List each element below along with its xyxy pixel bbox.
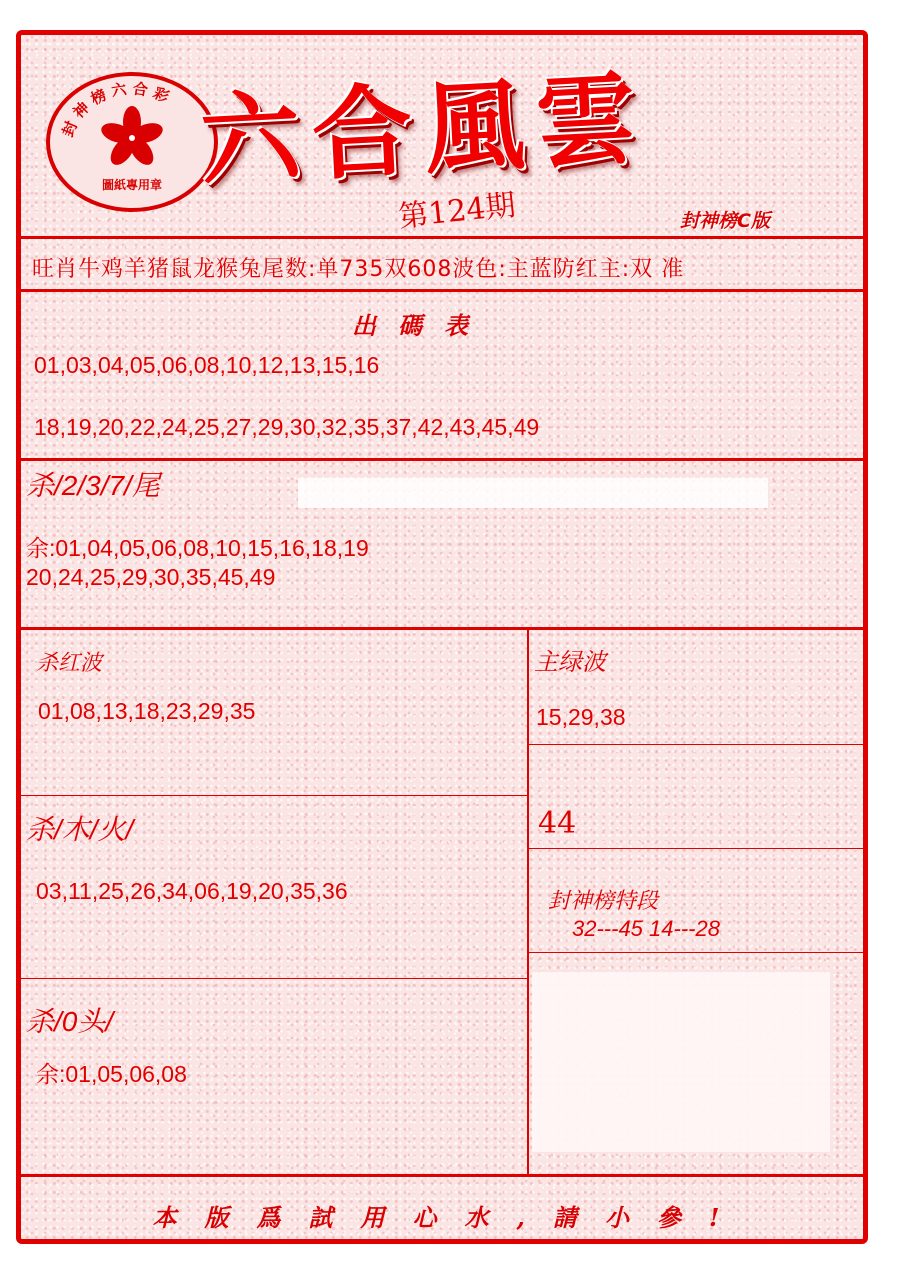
divider-right-3 xyxy=(528,952,863,953)
divider-tail xyxy=(21,627,863,630)
chart-title: 出碼表 xyxy=(352,311,490,340)
kill-tail-rest-1: 余:01,04,05,06,08,10,15,16,18,19 xyxy=(26,535,369,561)
divider-right-2 xyxy=(528,848,863,849)
kill-red-numbers: 01,08,13,18,23,29,35 xyxy=(38,698,256,724)
divider-info xyxy=(21,289,863,292)
kill-head-rest: 余:01,05,06,08 xyxy=(36,1061,187,1087)
chart-row-2: 18,19,20,22,24,25,27,29,30,32,35,37,42,43,45,49 xyxy=(34,414,540,440)
kill-red-label: 杀红波 xyxy=(36,650,103,675)
kill-tail-label: 杀/2/3/7/尾 xyxy=(26,470,160,501)
edition-label: 封神榜C版 xyxy=(680,210,770,232)
blank-box xyxy=(532,972,830,1152)
special-number: 44 xyxy=(538,806,577,841)
issue-number: 第124期 xyxy=(396,187,518,236)
divider-left-2 xyxy=(21,978,528,979)
divider-footer xyxy=(21,1174,863,1177)
blank-strip xyxy=(298,478,768,508)
main-green-label: 主绿波 xyxy=(534,649,606,676)
official-seal xyxy=(46,72,218,212)
kill-elements-numbers: 03,11,25,26,34,06,19,20,35,36 xyxy=(36,878,348,904)
divider-left-1 xyxy=(21,795,528,796)
special-segment-values: 32---45 14---28 xyxy=(572,916,720,941)
footer-note: 本版爲試用心水,請小參! xyxy=(152,1203,748,1232)
main-green-numbers: 15,29,38 xyxy=(536,704,626,730)
prediction-summary: 旺肖牛鸡羊猪鼠龙猴兔尾数:单735双608波色:主蓝防红主:双 准 xyxy=(32,257,685,282)
seal-ring-text: 封神榜六合彩 xyxy=(58,79,177,140)
chart-row-1: 01,03,04,05,06,08,10,12,13,15,16 xyxy=(34,352,380,378)
divider-header xyxy=(21,236,863,239)
divider-right-1 xyxy=(528,744,863,745)
kill-tail-rest-2: 20,24,25,29,30,35,45,49 xyxy=(26,564,276,590)
divider-chart xyxy=(21,458,863,461)
special-segment-label: 封神榜特段 xyxy=(548,888,659,913)
column-divider xyxy=(527,629,529,1175)
seal-bottom-text: 圖紙專用章 xyxy=(101,178,162,192)
kill-head-label: 杀/0头/ xyxy=(26,1006,114,1037)
page-title: 六合風雲 xyxy=(197,58,651,201)
kill-elements-label: 杀/木/火/ xyxy=(26,814,134,845)
